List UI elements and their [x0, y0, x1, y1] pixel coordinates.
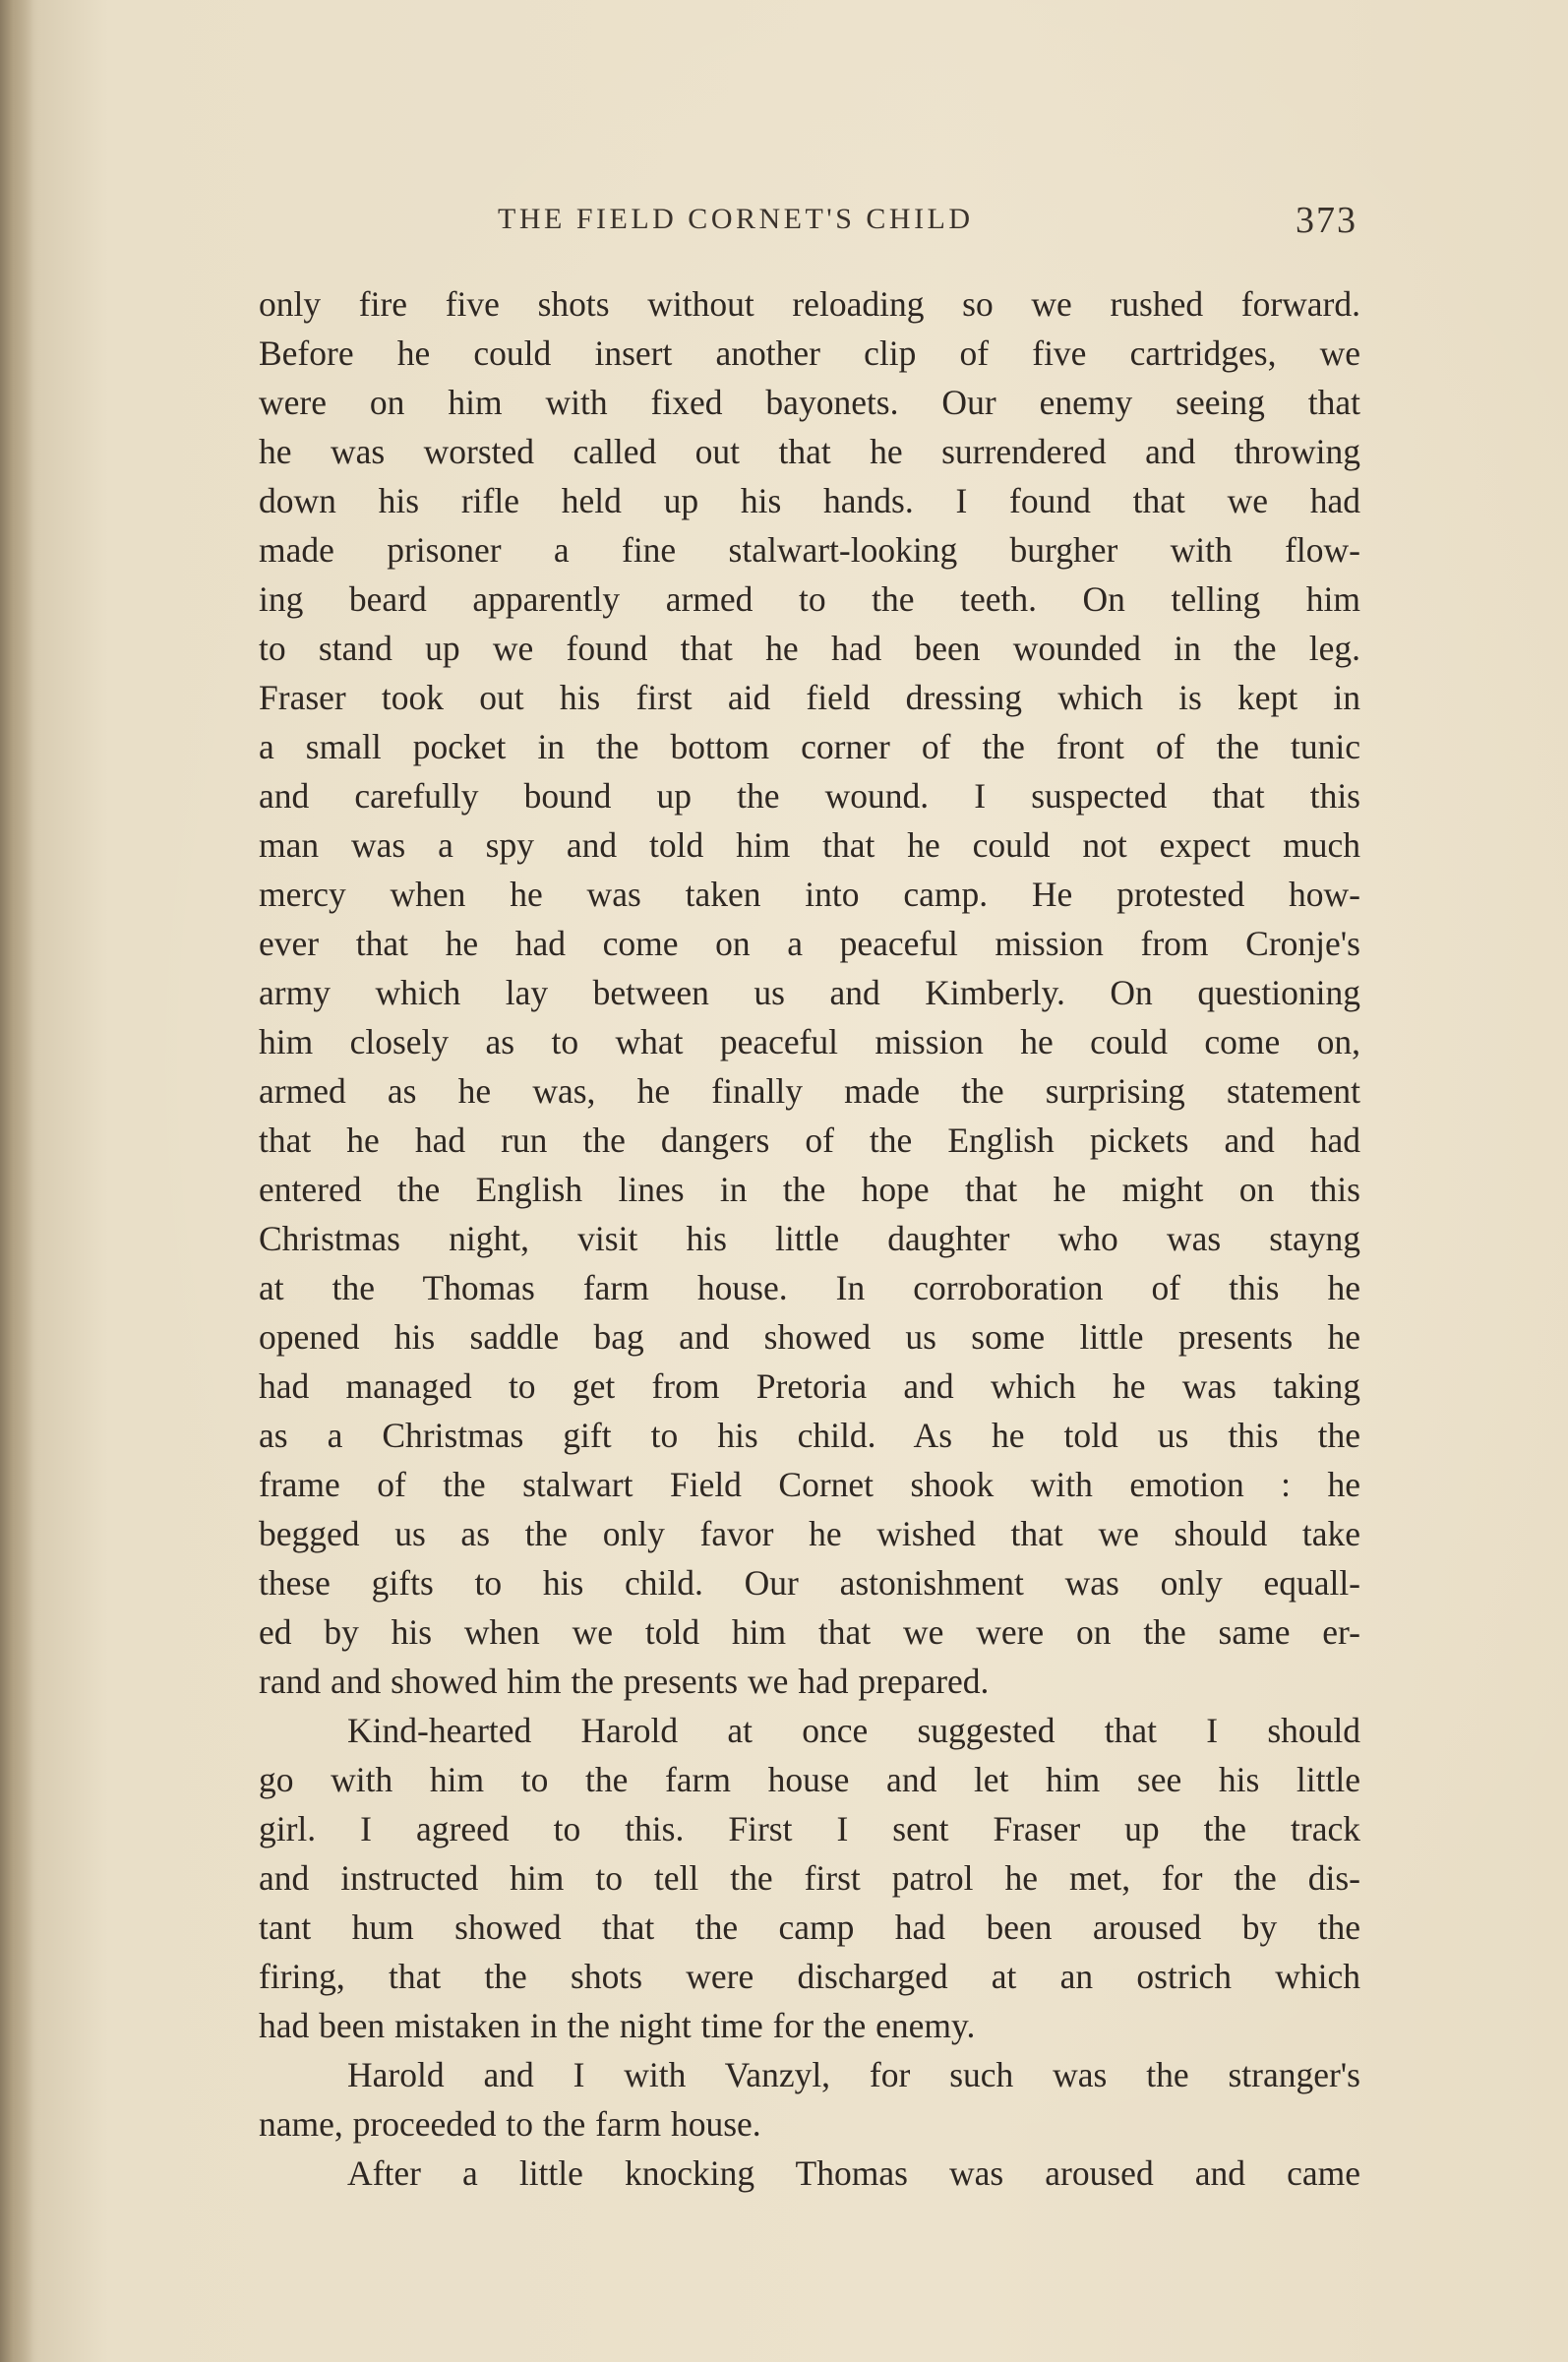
- text-line: and instructed him to tell the first patrol he met, for the dis-: [259, 1858, 1360, 1898]
- text-line: him closely as to what peaceful mission he could come on,: [259, 1022, 1360, 1061]
- text-line: and carefully bound up the wound. I suspected that this: [259, 776, 1360, 816]
- text-line: Christmas night, visit his little daughter who was stayng: [259, 1219, 1360, 1258]
- page-binding-edge: [0, 0, 33, 2362]
- text-line: Fraser took out his first aid field dressing which is kept in: [259, 678, 1360, 717]
- text-line: After a little knocking Thomas was aroused and came: [347, 2153, 1360, 2193]
- text-line: Before he could insert another clip of five cartridges, we: [259, 333, 1360, 373]
- text-line: ever that he had come on a peaceful mission from Cronje's: [259, 924, 1360, 963]
- text-line: armed as he was, he finally made the surprising statement: [259, 1071, 1360, 1111]
- text-line: ing beard apparently armed to the teeth. On telling him: [259, 579, 1360, 619]
- text-line: that he had run the dangers of the English pickets and had: [259, 1120, 1360, 1160]
- text-line: mercy when he was taken into camp. He protested how-: [259, 875, 1360, 914]
- text-line: rand and showed him the presents we had prepared.: [259, 1662, 990, 1701]
- text-line: army which lay between us and Kimberly. On questioning: [259, 973, 1360, 1012]
- text-line: entered the English lines in the hope that he might on this: [259, 1170, 1360, 1209]
- text-line: girl. I agreed to this. First I sent Fraser up the track: [259, 1809, 1360, 1848]
- page-number: 373: [1296, 200, 1357, 241]
- running-title: THE FIELD CORNET'S CHILD: [498, 203, 974, 235]
- body-text: [259, 279, 1360, 2198]
- text-line: firing, that the shots were discharged at an ostrich which: [259, 1957, 1360, 1996]
- text-line: were on him with fixed bayonets. Our enemy seeing that: [259, 383, 1360, 422]
- text-line: go with him to the farm house and let him see his little: [259, 1760, 1360, 1799]
- text-line: to stand up we found that he had been wounded in the leg.: [259, 629, 1360, 668]
- text-line: made prisoner a fine stalwart-looking burgher with flow-: [259, 530, 1360, 570]
- text-line: as a Christmas gift to his child. As he told us this the: [259, 1416, 1360, 1455]
- text-line: had managed to get from Pretoria and which he was taking: [259, 1366, 1360, 1406]
- text-line: tant hum showed that the camp had been aroused by the: [259, 1908, 1360, 1947]
- text-line: opened his saddle bag and showed us some little presents he: [259, 1317, 1360, 1357]
- text-line: only fire five shots without reloading so we rushed forward.: [259, 284, 1360, 324]
- text-line: name, proceeded to the farm house.: [259, 2104, 761, 2144]
- text-line: man was a spy and told him that he could not expect much: [259, 825, 1360, 865]
- text-line: frame of the stalwart Field Cornet shook with emotion : he: [259, 1465, 1360, 1504]
- text-line: ed by his when we told him that we were on the same er-: [259, 1612, 1360, 1652]
- text-line: begged us as the only favor he wished that we should take: [259, 1514, 1360, 1553]
- running-head: [259, 193, 1360, 252]
- text-line: Harold and I with Vanzyl, for such was the stranger's: [347, 2055, 1360, 2094]
- text-line: had been mistaken in the night time for the enemy.: [259, 2006, 976, 2045]
- text-line: down his rifle held up his hands. I found that we had: [259, 481, 1360, 520]
- text-line: Kind-hearted Harold at once suggested that I should: [347, 1711, 1360, 1750]
- text-line: a small pocket in the bottom corner of the front of the tunic: [259, 727, 1360, 766]
- text-line: at the Thomas farm house. In corroboration of this he: [259, 1268, 1360, 1307]
- text-line: these gifts to his child. Our astonishment was only equall-: [259, 1563, 1360, 1603]
- text-line: he was worsted called out that he surrendered and throwing: [259, 432, 1360, 471]
